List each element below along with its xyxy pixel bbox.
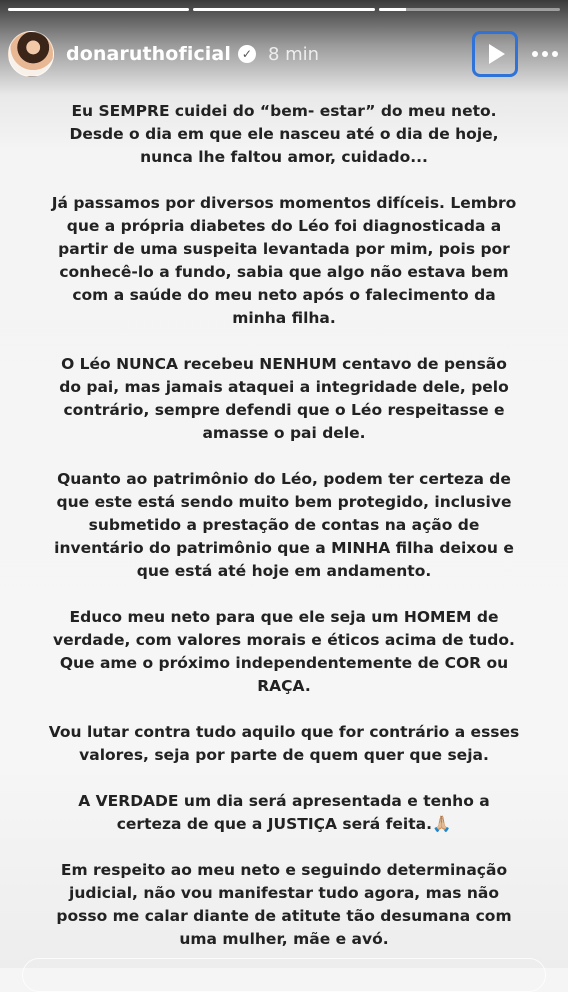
story-header xyxy=(8,28,558,80)
story-paragraph: A VERDADE um dia será apresentada e tenho a certeza de que a JUSTIÇA será feita.🙏🏼 xyxy=(78,792,490,833)
story-progress-segment xyxy=(193,8,374,11)
play-icon xyxy=(489,44,505,64)
story-progress-segment xyxy=(8,8,189,11)
username[interactable]: donaruthoficial xyxy=(66,43,231,65)
play-button[interactable] xyxy=(472,31,518,77)
story-paragraph: Em respeito ao meu neto e seguindo determinação judicial, não vou manifestar tudo agora, mas não posso me calar diante de atitute tão desumana com uma mulher, mãe e avó. xyxy=(56,861,512,948)
story-progress-segment xyxy=(379,8,560,11)
story-paragraph: Educo meu neto para que ele seja um HOMEM de verdade, com valores morais e éticos acima de tudo. Que ame o próximo independentemente de COR ou RAÇA. xyxy=(53,608,515,695)
progress-fill xyxy=(8,8,189,11)
more-horizontal-icon xyxy=(532,51,538,57)
story-paragraph: Eu SEMPRE cuidei do “bem- estar” do meu neto. Desde o dia em que ele nasceu até o dia de hoje, nunca lhe faltou amor, cuidado... xyxy=(69,102,499,166)
avatar[interactable] xyxy=(8,31,54,77)
reply-input[interactable] xyxy=(22,958,546,992)
story-paragraph: Já passamos por diversos momentos difíceis. Lembro que a própria diabetes do Léo foi diagnosticada a partir de uma suspeita levantada por mim, pois por conhecê-lo a fundo, sabia que algo não estava bem com a saúde do meu neto após o falecimento da minha filha. xyxy=(51,194,517,327)
story-paragraph: Quanto ao patrimônio do Léo, podem ter certeza de que este está sendo muito bem protegido, inclusive submetido a prestação de contas na ação de inventário do patrimônio que a MINHA filha deixou e que está até hoje em andamento. xyxy=(54,470,514,580)
progress-fill xyxy=(379,8,406,11)
story-time: 8 min xyxy=(267,43,320,65)
progress-fill xyxy=(193,8,374,11)
more-horizontal-icon xyxy=(542,51,548,57)
story-paragraph: O Léo NUNCA recebeu NENHUM centavo de pensão do pai, mas jamais ataquei a integridade dele, pelo contrário, sempre defendi que o Léo respeitasse e amasse o pai dele. xyxy=(59,355,509,442)
story-paragraph: Vou lutar contra tudo aquilo que for contrário a esses valores, seja por parte de quem quer que seja. xyxy=(48,723,520,764)
verified-badge-icon: ✓ xyxy=(238,45,256,63)
story-text-content xyxy=(48,100,520,974)
more-horizontal-icon xyxy=(552,51,558,57)
more-options-button[interactable] xyxy=(532,51,558,57)
story-progress-bar xyxy=(8,8,560,11)
